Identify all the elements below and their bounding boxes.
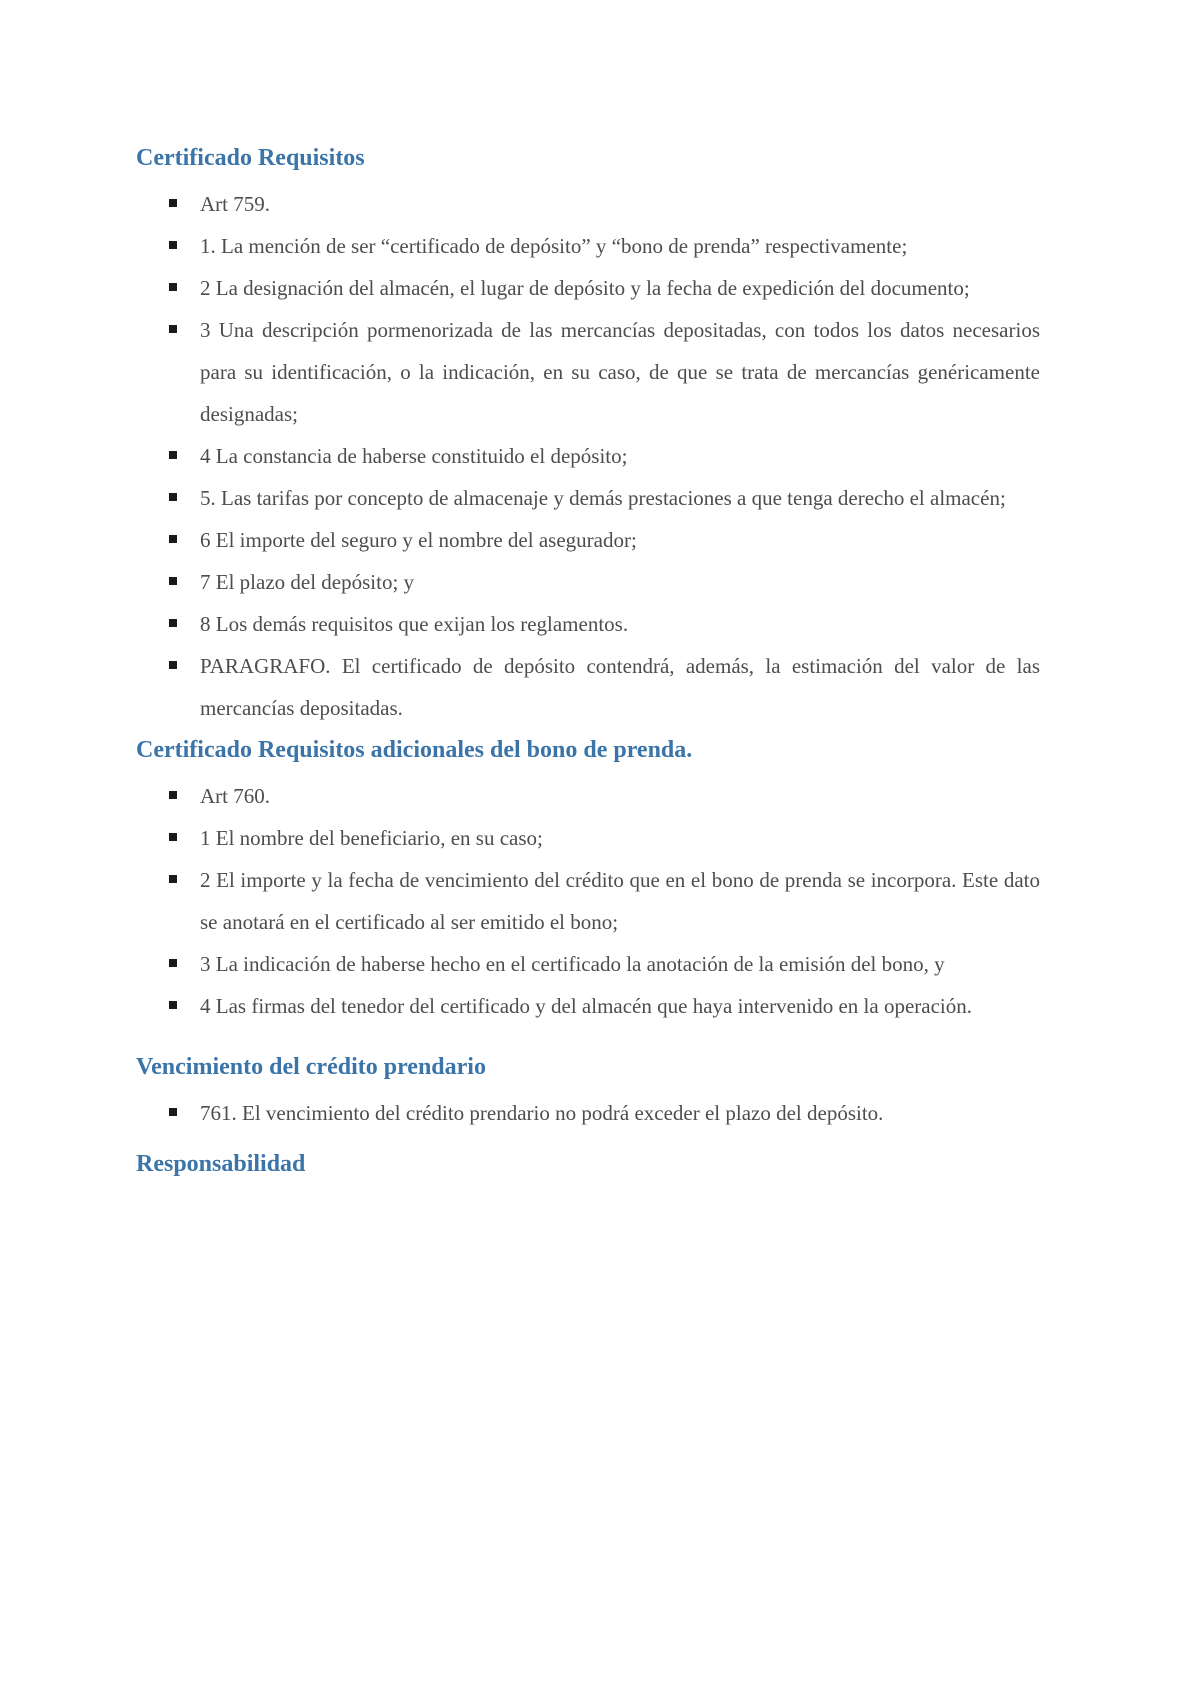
bullet-list [136, 775, 1040, 1027]
list-item-text: 3 La indicación de haberse hecho en el certificado la anotación de la emisión del bono, y [200, 952, 945, 976]
list-item [136, 603, 1040, 645]
section-heading: Vencimiento del crédito prendario [136, 1054, 486, 1080]
square-bullet-icon [169, 791, 177, 799]
list-item-text: 4 Las firmas del tenedor del certificado y del almacén que haya intervenido en la operación. [200, 994, 972, 1018]
list-item [136, 519, 1040, 561]
square-bullet-icon [169, 283, 177, 291]
square-bullet-icon [169, 493, 177, 501]
section-heading: Certificado Requisitos adicionales del bono de prenda. [136, 737, 693, 763]
list-item [136, 477, 1040, 519]
square-bullet-icon [169, 199, 177, 207]
list-item [136, 267, 1040, 309]
list-item-text: 2 El importe y la fecha de vencimiento del crédito que en el bono de prenda se incorpora. Este dato se anotará en el certificado al ser emitido el bono; [200, 868, 1040, 934]
list-item [136, 985, 1040, 1027]
list-item [136, 435, 1040, 477]
list-item-text: 5. Las tarifas por concepto de almacenaje y demás prestaciones a que tenga derecho el almacén; [200, 486, 1006, 510]
list-item [136, 183, 1040, 225]
square-bullet-icon [169, 875, 177, 883]
square-bullet-icon [169, 619, 177, 627]
section-heading: Responsabilidad [136, 1151, 306, 1177]
section-certificado-requisitos [136, 137, 1040, 729]
list-item [136, 561, 1040, 603]
square-bullet-icon [169, 1001, 177, 1009]
list-item-text: Art 760. [200, 784, 270, 808]
bullet-list [136, 1092, 1040, 1134]
list-item [136, 645, 1040, 729]
list-item [136, 859, 1040, 943]
square-bullet-icon [169, 241, 177, 249]
list-item-text: Art 759. [200, 192, 270, 216]
list-item [136, 309, 1040, 435]
list-item [136, 943, 1040, 985]
list-item-text: 3 Una descripción pormenorizada de las mercancías depositadas, con todos los datos necesarios para su identificación, o la indicación, en su caso, de que se trata de mercancías genéricamente designadas; [200, 318, 1040, 426]
square-bullet-icon [169, 451, 177, 459]
list-item [136, 225, 1040, 267]
square-bullet-icon [169, 959, 177, 967]
list-item [136, 775, 1040, 817]
list-item-text: 1. La mención de ser “certificado de depósito” y “bono de prenda” respectivamente; [200, 234, 908, 258]
list-item [136, 1092, 1040, 1134]
square-bullet-icon [169, 325, 177, 333]
list-item-text: 6 El importe del seguro y el nombre del asegurador; [200, 528, 637, 552]
square-bullet-icon [169, 577, 177, 585]
list-item [136, 817, 1040, 859]
square-bullet-icon [169, 833, 177, 841]
list-item-text: 761. El vencimiento del crédito prendario no podrá exceder el plazo del depósito. [200, 1101, 884, 1125]
square-bullet-icon [169, 1108, 177, 1116]
square-bullet-icon [169, 661, 177, 669]
document-content [136, 137, 1040, 1185]
section-vencimiento-credito-prendario [136, 1046, 1040, 1134]
list-item-text: 7 El plazo del depósito; y [200, 570, 415, 594]
list-item-text: 8 Los demás requisitos que exijan los reglamentos. [200, 612, 629, 636]
bullet-list [136, 183, 1040, 729]
section-heading: Certificado Requisitos [136, 145, 365, 171]
list-item-text: 2 La designación del almacén, el lugar de depósito y la fecha de expedición del documento; [200, 276, 970, 300]
list-item-text: 4 La constancia de haberse constituido el depósito; [200, 444, 628, 468]
section-responsabilidad [136, 1143, 1040, 1185]
list-item-text: 1 El nombre del beneficiario, en su caso; [200, 826, 543, 850]
list-item-text: PARAGRAFO. El certificado de depósito contendrá, además, la estimación del valor de las mercancías depositadas. [200, 654, 1040, 720]
square-bullet-icon [169, 535, 177, 543]
section-requisitos-adicionales-bono [136, 729, 1040, 1027]
